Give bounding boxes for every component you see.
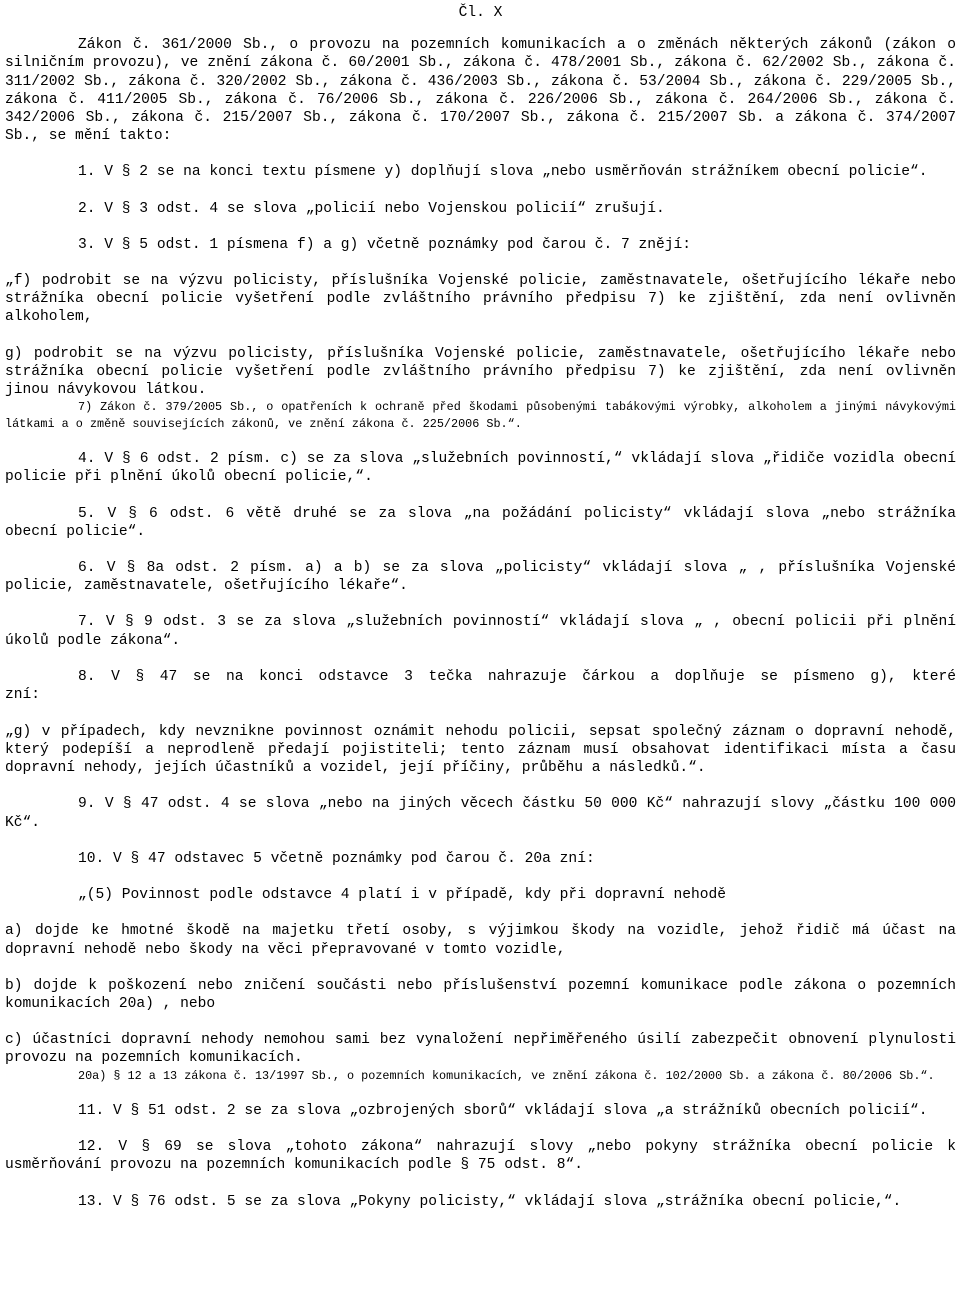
item-4: 4. V § 6 odst. 2 písm. c) se za slova „služebních povinností,“ vkládají slova „řidiče vozidla obecní policie při plnění úkolů obecní policie,“. (5, 451, 956, 486)
item-8 (5, 668, 956, 705)
item-10-letter-c: c) účastníci dopravní nehody nemohou sami bez vynaložení nepřiměřeného úsilí zabezpečit obnovení plynulosti provozu na pozemních komunikacích. (5, 1032, 956, 1067)
item-3-letter-g: g) podrobit se na výzvu policisty, příslušníka Vojenské policie, zaměstnavatele, ošetřujícího lékaře nebo strážníka obecní policie vyšetření podle zvláštního právního předpisu 7) ke zjištění, zda není ovlivněn jinou návykovou látkou. (5, 345, 956, 399)
item-1: 1. V § 2 se na konci textu písmene y) doplňují slova „nebo usměrňován strážníkem obecní policie“. (78, 164, 928, 181)
item-10: 10. V § 47 odstavec 5 včetně poznámky pod čarou č. 20a zní: (78, 850, 595, 867)
item-7: 7. V § 9 odst. 3 se za slova „služebních povinností“ vkládají slova „ , obecní policii při plnění úkolů podle zákona“. (5, 614, 956, 649)
item-8-continuation: zní: (5, 686, 41, 703)
item-9: 9. V § 47 odst. 4 se slova „nebo na jiných věcech částku 50 000 Kč“ nahrazují slovy „částku 100 000 Kč“. (5, 796, 956, 831)
item-13: 13. V § 76 odst. 5 se za slova „Pokyny policisty,“ vkládají slova „strážníka obecní policie,“. (78, 1193, 902, 1210)
footnote-7: 7) Zákon č. 379/2005 Sb., o opatřeních k ochraně před škodami působenými tabákovými výrobky, alkoholem a jinými návykovými látkami a o změně souvisejících zákonů, ve znění zákona č. 225/2006 Sb.“. (5, 400, 956, 431)
item-12: 12. V § 69 se slova „tohoto zákona“ nahrazují slovy „nebo pokyny strážníka obecní policie k usměrňování provozu na pozemních komunikacích podle § 75 odst. 8“. (5, 1139, 956, 1174)
item-10-paragraph-5: „(5) Povinnost podle odstavce 4 platí i v případě, kdy při dopravní nehodě (78, 887, 727, 904)
article-heading: Čl. X (458, 5, 503, 21)
item-3-letter-f: „f) podrobit se na výzvu policisty, příslušníka Vojenské policie, zaměstnavatele, ošetřujícího lékaře nebo strážníka obecní policie vyšetření podle zvláštního právního předpisu 7) ke zjištění, zda není ovlivněn alkoholem, (5, 273, 956, 326)
intro-paragraph: Zákon č. 361/2000 Sb., o provozu na pozemních komunikacích a o změnách některých zákonů (zákon o silničním provozu), ve znění zákona č. 60/2001 Sb., zákona č. 478/2001 Sb., zákona č. 62/2002 Sb., zákona č. 311/2002 Sb., zákona č. 320/2002 Sb., zákona č. 436/2003 Sb., zákona č. 53/2004 Sb., zákona č. 229/2005 Sb., zákona č. 411/2005 Sb., zákona č. 76/2006 Sb., zákona č. 226/2006 Sb., zákona č. 264/2006 Sb., zákona č. 342/2006 Sb., zákona č. 215/2007 Sb., zákona č. 170/2007 Sb., zákona č. 215/2007 Sb. a zákona č. 374/2007 Sb., se mění takto: (5, 37, 956, 145)
item-5: 5. V § 6 odst. 6 větě druhé se za slova „na požádání policisty“ vkládají slova „nebo strážníka obecní policie“. (5, 505, 956, 540)
item-8-text: 8. V § 47 se na konci odstavce 3 tečka nahrazuje čárkou a doplňuje se písmeno g), které (78, 668, 956, 685)
item-2: 2. V § 3 odst. 4 se slova „policií nebo Vojenskou policií“ zrušují. (78, 200, 665, 217)
footnote-20a: 20a) § 12 a 13 zákona č. 13/1997 Sb., o pozemních komunikacích, ve znění zákona č. 102/2000 Sb. a zákona č. 80/2006 Sb.“. (78, 1068, 935, 1083)
item-6: 6. V § 8a odst. 2 písm. a) a b) se za slova „policisty“ vkládají slova „ , příslušníka Vojenské policie, zaměstnavatele, ošetřujícího lékaře“. (5, 560, 956, 595)
document-page (5, 0, 956, 1211)
item-10-letter-a: a) dojde ke hmotné škodě na majetku třetí osoby, s výjimkou škody na vozidle, jehož řidič má účast na dopravní nehodě nebo škody na věci přepravované v tomto vozidle, (5, 923, 956, 958)
item-3: 3. V § 5 odst. 1 písmena f) a g) včetně poznámky pod čarou č. 7 znějí: (78, 236, 692, 253)
item-8-letter-g: „g) v případech, kdy nevznikne povinnost oznámit nehodu policii, sepsat společný záznam o dopravní nehodě, který podepíší a neprodleně předají pojistiteli; tento záznam musí obsahovat identifikaci místa a času dopravní nehody, jejích účastníků a vozidel, její příčiny, průběhu a následků.“. (5, 723, 956, 777)
item-10-letter-b: b) dojde k poškození nebo zničení součásti nebo příslušenství pozemní komunikace podle zákona o pozemních komunikacích 20a) , nebo (5, 977, 956, 1012)
item-11: 11. V § 51 odst. 2 se za slova „ozbrojených sborů“ vkládají slova „a strážníků obecních policií“. (78, 1103, 928, 1120)
